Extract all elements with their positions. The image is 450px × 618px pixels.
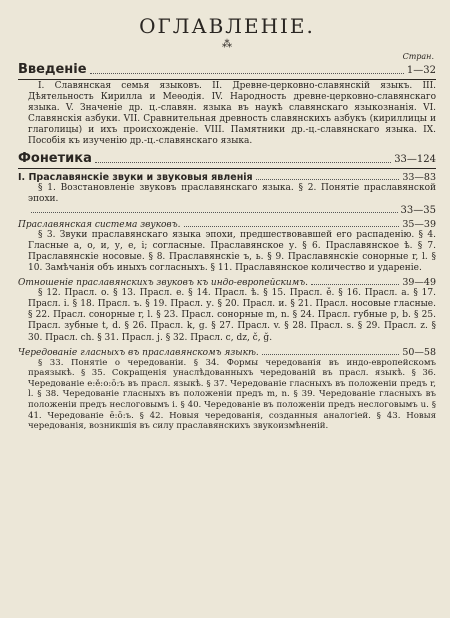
dot-leader <box>184 226 400 227</box>
toc-entry-intro[interactable] <box>18 62 436 77</box>
divider-rule <box>18 168 436 169</box>
intro-label: Введеніе <box>18 62 87 77</box>
section-1-body <box>18 230 436 274</box>
section-3-text: § 33. Понятіе о чередованіи. § 34. Формы чередованія въ индо-европейскомъ праязыкѣ. § 35. Сокращенія унаслѣдованныхъ чередованій въ прасл. языкѣ. § 36. Чередованіе е:ě:о:ō:ъ въ прасл. языкѣ. § 37. Чередованіе гласныхъ въ положеніи предъ r, l. § 38. Чередованіе гласныхъ въ положеніи предъ m, n. § 39. Чередованіе гласныхъ въ положеніи предъ неслоговымъ i. § 40. Чередованіе въ положеніи предъ неслоговымъ u. § 41. Чередованіе ē:ō:ъ. § 42. Новыя чередованія, созданныя аналогіей. § 43. Новыя чередованія, возникшія въ силу праславянскихъ звукоизмѣненій. <box>28 357 436 432</box>
chapter-1-text: § 1. Возстановленіе звуковъ праславянскаго языка. § 2. Понятіе праславянской эпохи. <box>28 182 436 204</box>
dot-leader <box>262 354 400 355</box>
ornament-divider: ⁂ <box>222 39 232 50</box>
dot-leader <box>95 162 391 163</box>
section-1-pages: 35—39 <box>402 218 436 230</box>
dot-leader <box>311 284 399 285</box>
phonetics-label: Фонетика <box>18 150 92 166</box>
toc-entry-section-1[interactable] <box>18 219 436 230</box>
chapter-1-pages: 33—83 <box>402 171 436 183</box>
chapter-1-sub-pages: 33—35 <box>400 204 436 216</box>
section-2-label: Отношеніе праславянскихъ звуковъ къ индо-европейскимъ. <box>18 278 309 289</box>
section-2-text: § 12. Прасл. о. § 13. Прасл. е. § 14. Прасл. ѣ. § 15. Прасл. ě. § 16. Прасл. а. § 17. Прасл. і. § 18. Прасл. ъ. § 19. Прасл. у. § 20. Прасл. и. § 21. Прасл. носовые гласные. § 22. Прасл. сонорные r, l. § 23. Прасл. сонорные m, n. § 24. Прасл. губные p, b. § 25. Прасл. зубные t, d. § 26. Прасл. k, g. § 27. Прасл. v. § 28. Прасл. s. § 29. Прасл. z. § 30. Прасл. ch. § 31. Прасл. j. § 32. Прасл. c, dz, č, ğ. <box>28 288 436 343</box>
dot-leader <box>90 73 404 74</box>
section-3-pages: 50—58 <box>402 346 436 358</box>
section-1-label: Праславянская система звуковъ. <box>18 219 181 230</box>
toc-entry-phonetics[interactable] <box>18 151 436 166</box>
toc-entry-section-3[interactable] <box>18 347 436 358</box>
section-3-label: Чередованіе гласныхъ въ праславянскомъ языкѣ. <box>18 347 259 358</box>
chapter-1-body <box>18 183 436 205</box>
page-column-label: Стран. <box>402 52 434 61</box>
section-3-body <box>18 358 436 432</box>
dot-leader <box>256 179 400 180</box>
toc-entry-chapter-1[interactable] <box>18 172 436 183</box>
intro-text: I. Славянская семья языковъ. II. Древне-церковно-славянскій языкъ. III. Дѣятельность Кирилла и Меѳодія. IV. Народность древне-церковно-славянскаго языка. V. Значеніе др. ц.-славян. языка въ наукѣ славянскаго языкознанія. VI. Славянскія азбуки. VII. Сравнительная древность славянскихъ азбукъ (кириллицы и глаголицы) и ихъ происхожденіе. VIII. Памятники др.-ц.-славянскаго языка. IX. Пособія къ изученію др.-ц.-славянскаго языка. <box>28 81 436 147</box>
dot-leader <box>31 212 398 213</box>
phonetics-pages: 33—124 <box>394 153 436 165</box>
intro-pages: 1—32 <box>406 65 436 76</box>
page-title: ОГЛАВЛЕНІЕ. <box>139 14 315 38</box>
intro-body <box>18 81 436 148</box>
chapter-1-label: I. Праславянскіе звуки и звуковыя явленія <box>18 171 253 183</box>
section-2-body <box>18 288 436 343</box>
divider-rule <box>18 79 436 80</box>
section-2-pages: 39—49 <box>402 277 436 289</box>
section-1-text: § 3. Звуки праславянскаго языка эпохи, предшествовавшей его распаденію. § 4. Гласные а, о, и, у, е, і; согласные. Праславянское у. § 6. Праславянское ѣ. § 7. Праславянскіе носовые. § 8. Праславянскіе ъ, ь. § 9. Праславянскіе сонорные r, l. § 10. Замѣчанія объ иныхъ согласныхъ. § 11. Праславянское количество и удареніе. <box>28 229 436 274</box>
chapter-1-sub-entry <box>18 205 436 216</box>
toc-entry-section-2[interactable] <box>18 277 436 288</box>
